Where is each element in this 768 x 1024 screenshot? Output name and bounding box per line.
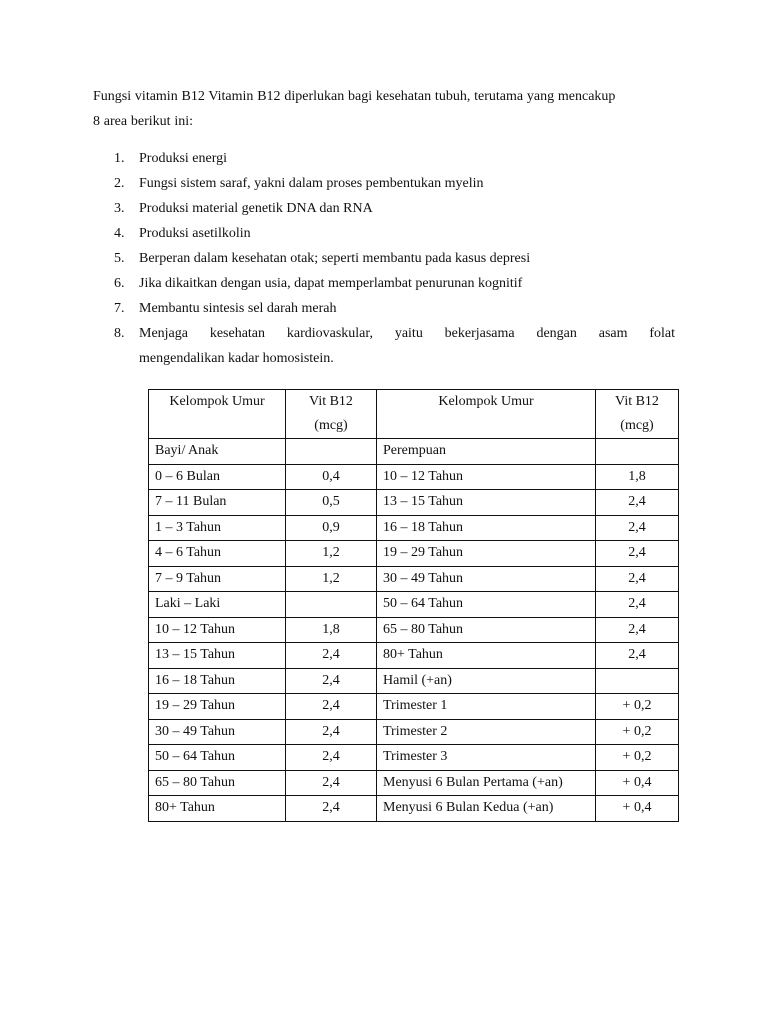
list-number: 4. <box>114 226 125 241</box>
header-age-group-2: Kelompok Umur <box>377 390 596 439</box>
cell-age-group-1: 30 – 49 Tahun <box>149 719 286 745</box>
cell-vitb12-2: 2,4 <box>596 566 679 592</box>
cell-age-group-2: Hamil (+an) <box>377 668 596 694</box>
cell-age-group-1: 19 – 29 Tahun <box>149 694 286 720</box>
cell-age-group-1: 0 – 6 Bulan <box>149 464 286 490</box>
table-row <box>149 770 679 796</box>
cell-vitb12-2: + 0,2 <box>596 694 679 720</box>
table-row <box>149 694 679 720</box>
vitamin-b12-table <box>148 389 679 822</box>
cell-age-group-1: 50 – 64 Tahun <box>149 745 286 771</box>
cell-age-group-2: Trimester 2 <box>377 719 596 745</box>
cell-age-group-1: 7 – 11 Bulan <box>149 490 286 516</box>
list-text: Jika dikaitkan dengan usia, dapat memperlambat penurunan kognitif <box>139 276 523 291</box>
list-item <box>93 171 675 196</box>
cell-age-group-1: Laki – Laki <box>149 592 286 618</box>
list-number: 7. <box>114 301 125 316</box>
cell-age-group-2: Trimester 3 <box>377 745 596 771</box>
cell-vitb12-1: 1,8 <box>286 617 377 643</box>
cell-age-group-2: 30 – 49 Tahun <box>377 566 596 592</box>
cell-age-group-2: 16 – 18 Tahun <box>377 515 596 541</box>
cell-age-group-1: 13 – 15 Tahun <box>149 643 286 669</box>
cell-vitb12-2: + 0,4 <box>596 770 679 796</box>
list-text: Produksi energi <box>139 151 228 166</box>
cell-vitb12-2: 1,8 <box>596 464 679 490</box>
table-row <box>149 643 679 669</box>
cell-age-group-2: 10 – 12 Tahun <box>377 464 596 490</box>
table-row <box>149 617 679 643</box>
cell-vitb12-1: 2,4 <box>286 770 377 796</box>
intro-line-1: Fungsi vitamin B12 Vitamin B12 diperlukan bagi kesehatan tubuh, terutama yang mencakup <box>93 89 616 104</box>
cell-vitb12-2: + 0,2 <box>596 719 679 745</box>
cell-vitb12-1: 1,2 <box>286 541 377 567</box>
function-list <box>93 146 675 371</box>
cell-age-group-2: Perempuan <box>377 439 596 465</box>
header-age-group-1: Kelompok Umur <box>149 390 286 439</box>
table-row <box>149 592 679 618</box>
cell-age-group-2: 80+ Tahun <box>377 643 596 669</box>
list-number: 2. <box>114 176 125 191</box>
cell-age-group-2: 19 – 29 Tahun <box>377 541 596 567</box>
list-number: 8. <box>114 326 125 341</box>
list-text: Produksi asetilkolin <box>139 226 251 241</box>
table-row <box>149 719 679 745</box>
cell-vitb12-1: 0,9 <box>286 515 377 541</box>
cell-age-group-1: Bayi/ Anak <box>149 439 286 465</box>
cell-age-group-2: 13 – 15 Tahun <box>377 490 596 516</box>
list-item <box>93 246 675 271</box>
list-number: 5. <box>114 251 125 266</box>
cell-vitb12-1: 2,4 <box>286 719 377 745</box>
list-text-continued: mengendalikan kadar homosistein. <box>139 351 334 366</box>
cell-vitb12-2: 2,4 <box>596 490 679 516</box>
intro-line-2: 8 area berikut ini: <box>93 114 194 129</box>
table-header-row <box>149 390 679 439</box>
cell-age-group-1: 1 – 3 Tahun <box>149 515 286 541</box>
cell-age-group-2: 65 – 80 Tahun <box>377 617 596 643</box>
cell-vitb12-2: 2,4 <box>596 515 679 541</box>
list-text: Produksi material genetik DNA dan RNA <box>139 201 373 216</box>
table-body <box>149 439 679 822</box>
cell-vitb12-1: 1,2 <box>286 566 377 592</box>
list-text: Menjaga kesehatan kardiovaskular, yaitu bekerjasama dengan asam folat <box>139 326 675 341</box>
table-row <box>149 464 679 490</box>
table-row <box>149 745 679 771</box>
table-row <box>149 796 679 822</box>
cell-vitb12-1: 2,4 <box>286 745 377 771</box>
cell-vitb12-1: 0,4 <box>286 464 377 490</box>
cell-vitb12-2: 2,4 <box>596 592 679 618</box>
cell-vitb12-2: 2,4 <box>596 617 679 643</box>
cell-vitb12-2: 2,4 <box>596 643 679 669</box>
cell-age-group-1: 16 – 18 Tahun <box>149 668 286 694</box>
cell-vitb12-1: 0,5 <box>286 490 377 516</box>
list-text: Berperan dalam kesehatan otak; seperti membantu pada kasus depresi <box>139 251 531 266</box>
list-number: 3. <box>114 201 125 216</box>
list-item <box>93 271 675 296</box>
list-number: 6. <box>114 276 125 291</box>
cell-vitb12-1: 2,4 <box>286 643 377 669</box>
list-number: 1. <box>114 151 125 166</box>
cell-vitb12-1 <box>286 592 377 618</box>
table-row <box>149 490 679 516</box>
cell-age-group-2: Menyusi 6 Bulan Pertama (+an) <box>377 770 596 796</box>
header-vitb12-1: Vit B12 (mcg) <box>286 390 377 439</box>
list-item <box>93 296 675 321</box>
cell-age-group-2: 50 – 64 Tahun <box>377 592 596 618</box>
list-text: Fungsi sistem saraf, yakni dalam proses pembentukan myelin <box>139 176 484 191</box>
cell-vitb12-1 <box>286 439 377 465</box>
cell-age-group-1: 4 – 6 Tahun <box>149 541 286 567</box>
cell-age-group-2: Trimester 1 <box>377 694 596 720</box>
intro-paragraph <box>93 84 675 134</box>
list-item <box>93 196 675 221</box>
cell-age-group-1: 80+ Tahun <box>149 796 286 822</box>
list-item <box>93 221 675 246</box>
table-row <box>149 541 679 567</box>
cell-age-group-1: 7 – 9 Tahun <box>149 566 286 592</box>
cell-age-group-1: 65 – 80 Tahun <box>149 770 286 796</box>
cell-vitb12-2: 2,4 <box>596 541 679 567</box>
table-row <box>149 668 679 694</box>
header-vitb12-2: Vit B12 (mcg) <box>596 390 679 439</box>
list-item <box>93 321 675 371</box>
cell-age-group-1: 10 – 12 Tahun <box>149 617 286 643</box>
cell-vitb12-1: 2,4 <box>286 668 377 694</box>
cell-vitb12-2 <box>596 439 679 465</box>
cell-vitb12-2: + 0,4 <box>596 796 679 822</box>
table-row <box>149 566 679 592</box>
list-item <box>93 146 675 171</box>
cell-vitb12-2 <box>596 668 679 694</box>
list-text: Membantu sintesis sel darah merah <box>139 301 337 316</box>
cell-vitb12-1: 2,4 <box>286 796 377 822</box>
table-row <box>149 439 679 465</box>
table-row <box>149 515 679 541</box>
cell-vitb12-2: + 0,2 <box>596 745 679 771</box>
cell-age-group-2: Menyusi 6 Bulan Kedua (+an) <box>377 796 596 822</box>
cell-vitb12-1: 2,4 <box>286 694 377 720</box>
